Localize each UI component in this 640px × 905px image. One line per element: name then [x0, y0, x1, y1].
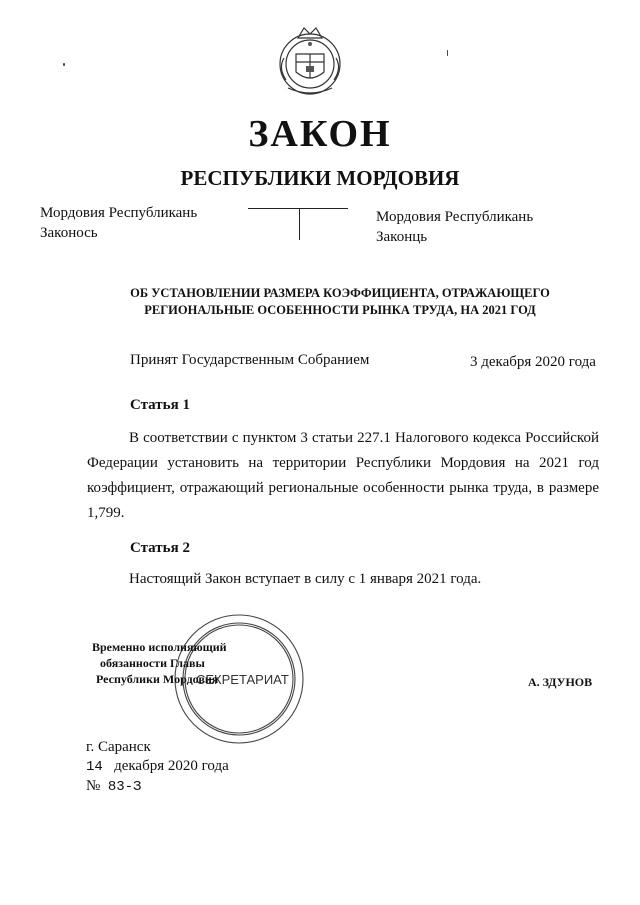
law-name-line: РЕГИОНАЛЬНЫЕ ОСОБЕННОСТИ РЫНКА ТРУДА, НА 2021 ГОД: [144, 303, 536, 317]
law-name-line: ОБ УСТАНОВЛЕНИИ РАЗМЕРА КОЭФФИЦИЕНТА, ОТРАЖАЮЩЕГО: [130, 286, 550, 300]
signing-month-year: декабря 2020 года: [114, 758, 229, 774]
divider-vertical: [299, 208, 300, 240]
position-line: Республики Мордовия: [96, 672, 219, 686]
article-2-heading: Статья 2: [130, 540, 190, 556]
document-title: ЗАКОН: [248, 113, 392, 155]
position-line: обязанности Главы: [100, 656, 205, 670]
divider-horizontal: [248, 208, 348, 209]
document-subtitle: РЕСПУБЛИКИ МОРДОВИЯ: [180, 166, 460, 190]
article-1-heading: Статья 1: [130, 397, 190, 413]
signing-date: [86, 756, 229, 777]
signatory-position: [92, 639, 227, 687]
seal-text: СЕКРЕТАРИАТ: [196, 672, 289, 687]
adopted-label: Принят Государственным Собранием: [130, 352, 370, 368]
number-sign: №: [86, 778, 101, 794]
signer-name: А. ЗДУНОВ: [528, 675, 593, 689]
law-number-value: 83-З: [107, 779, 142, 795]
lang-left-line: Мордовия Республикань: [40, 205, 198, 221]
lang-right-line: Законць: [376, 229, 428, 245]
adopted-date: 3 декабря 2020 года: [470, 354, 596, 370]
position-line: Временно исполняющий: [92, 640, 227, 654]
scan-speck: [447, 50, 448, 56]
lang-right-line: Мордовия Республикань: [376, 209, 534, 225]
law-number: [86, 776, 141, 797]
law-title-erzya: [376, 207, 533, 247]
signing-place: г. Саранск: [86, 739, 151, 755]
article-2-text: Настоящий Закон вступает в силу с 1 января 2021 года.: [129, 571, 482, 587]
coat-of-arms-icon: [268, 18, 352, 102]
law-name: [100, 285, 580, 319]
scan-speck: [63, 63, 65, 66]
lang-left-line: Законось: [40, 225, 98, 241]
article-1-text: В соответствии с пунктом 3 статьи 227.1 Налогового кодекса Российской Федерации установить на территории Республики Мордовия на 2021 год коэффициент, отражающий региональные особенности рынка труда, в размере 1,799.: [87, 430, 599, 521]
law-title-moksha: [40, 203, 197, 243]
signing-day: 14: [86, 759, 103, 775]
